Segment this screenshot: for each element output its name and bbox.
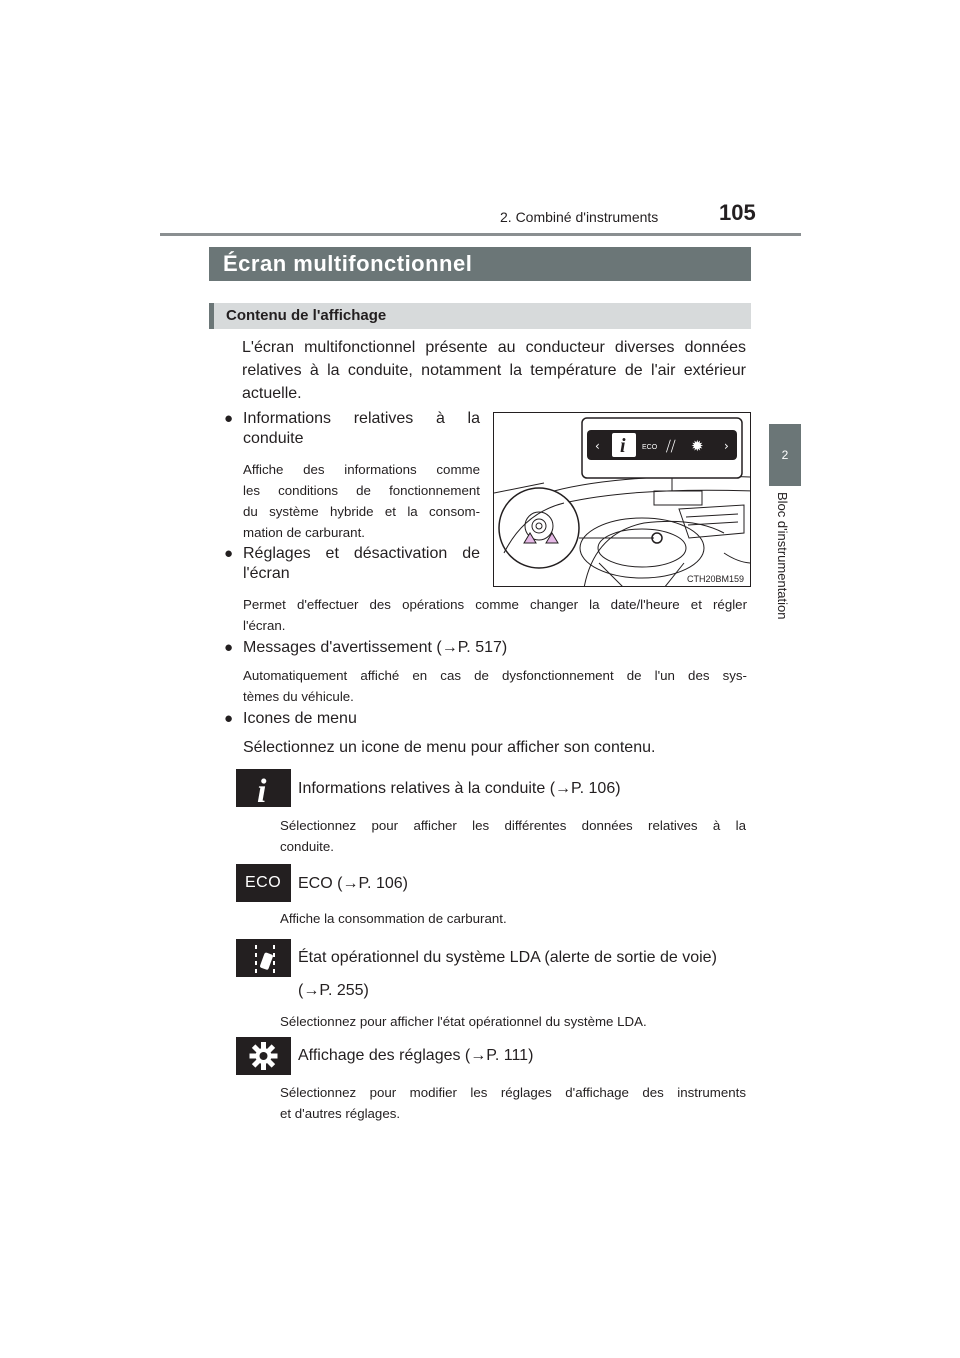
desc-line: conduite. xyxy=(280,839,334,854)
menu-eco-desc: Affiche la consommation de carburant. xyxy=(280,911,507,926)
svg-text:‹: ‹ xyxy=(595,439,600,453)
desc-line: Permet d'effectuer des opérations comme changer la date/l'heure et régler xyxy=(243,597,747,612)
bullet-desc xyxy=(243,459,480,543)
header-section-title: 2. Combiné d'instruments xyxy=(500,209,659,225)
menu-lda-label: État opérationnel du système LDA (alerte de sortie de voie) xyxy=(298,949,717,966)
bullet-desc: Sélectionnez un icone de menu pour afficher son contenu. xyxy=(243,739,656,756)
svg-text:⧸⧸: ⧸⧸ xyxy=(666,439,676,455)
bullet-warnings xyxy=(224,639,747,657)
subheading-bar xyxy=(209,303,751,329)
bullet-title-line2: conduite xyxy=(243,430,304,447)
desc-line: mation de carburant. xyxy=(243,525,365,540)
bullet-icon: ● xyxy=(224,710,234,727)
bullet-menu-icons xyxy=(224,710,747,728)
menu-settings-label: Affichage des réglages (→P. 111) xyxy=(298,1047,534,1064)
header-divider xyxy=(160,233,801,236)
svg-text:i: i xyxy=(620,435,626,457)
desc-line: l'écran. xyxy=(243,618,286,633)
desc-line: du système hybride et la consom- xyxy=(243,504,480,519)
desc-line: tèmes du véhicule. xyxy=(243,689,354,704)
bullet-title: Informations relatives à la xyxy=(243,410,480,427)
svg-text:›: › xyxy=(724,439,729,453)
bullet-settings xyxy=(224,545,480,583)
bullet-title-line xyxy=(243,410,480,428)
menu-lda-label-ref: (→P. 255) xyxy=(298,982,369,999)
menu-eco-label: ECO (→P. 106) xyxy=(298,875,408,892)
bullet-title: Icones de menu xyxy=(243,710,357,727)
bullet-icon: ● xyxy=(224,639,234,656)
menu-settings-desc xyxy=(280,1082,746,1124)
dashboard-drawing xyxy=(494,413,751,587)
eco-icon xyxy=(236,864,291,902)
desc-line: les conditions de fonctionnement xyxy=(243,483,480,498)
subheading: Contenu de l'affichage xyxy=(226,307,387,324)
eco-icon-text: ECO xyxy=(245,874,282,891)
svg-text:i: i xyxy=(257,773,267,807)
desc-line: et d'autres réglages. xyxy=(280,1106,401,1121)
gear-icon xyxy=(236,1037,291,1075)
bullet-driving-info xyxy=(224,410,480,448)
menu-info-label: Informations relatives à la conduite (→P. 106) xyxy=(298,780,621,797)
page-number: 105 xyxy=(719,200,756,225)
bullet-desc xyxy=(243,594,747,636)
bullet-title: Messages d'avertissement (→P. 517) xyxy=(243,639,508,656)
menu-lda-desc: Sélectionnez pour afficher l'état opérationnel du système LDA. xyxy=(280,1014,647,1029)
bullet-desc xyxy=(243,665,747,707)
bullet-title: Réglages et désactivation de xyxy=(243,545,480,562)
svg-text:ECO: ECO xyxy=(642,444,658,451)
bullet-icon: ● xyxy=(224,545,234,562)
chapter-label-text: Bloc d'instrumentation xyxy=(775,492,790,620)
desc-line: Sélectionnez pour afficher les différentes données relatives à la xyxy=(280,818,746,833)
desc-line: Automatiquement affiché en cas de dysfonctionnement de l'un des sys- xyxy=(243,668,747,683)
desc-line: Affiche des informations comme xyxy=(243,462,480,477)
bullet-icon: ● xyxy=(224,410,234,427)
dashboard-illustration xyxy=(493,412,751,587)
bullet-title-line2: l'écran xyxy=(243,565,290,582)
page-title: Écran multifonctionnel xyxy=(223,251,473,276)
desc-line: Sélectionnez pour modifier les réglages d'affichage des instruments xyxy=(280,1085,746,1100)
chapter-label xyxy=(767,492,799,642)
lda-icon xyxy=(236,939,291,977)
svg-text:✹: ✹ xyxy=(691,437,704,455)
intro-paragraph: L'écran multifonctionnel présente au conducteur diverses données relatives à la conduite, notamment la température de l'air extérieur actuelle. xyxy=(242,339,746,402)
title-bar xyxy=(209,247,751,281)
figure-code: CTH20BM159 xyxy=(686,574,744,584)
menu-info-desc xyxy=(280,815,746,857)
chapter-tab: 2 xyxy=(769,424,801,486)
info-icon xyxy=(236,769,291,807)
